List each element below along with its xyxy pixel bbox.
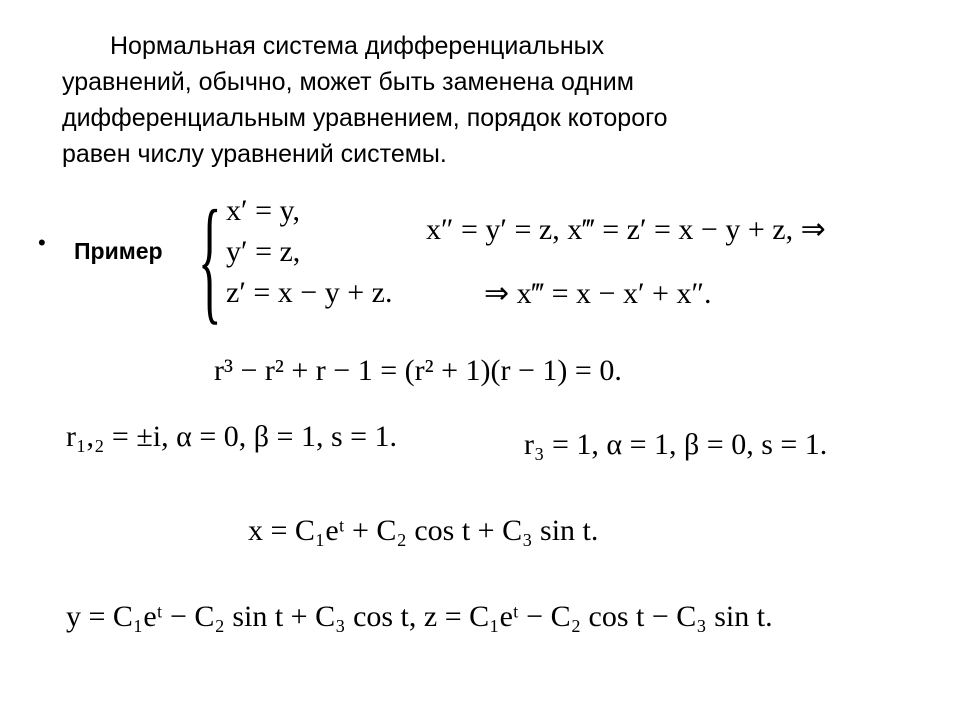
intro-paragraph [62, 28, 922, 172]
solution-x: x = C₁eᵗ + C₂ cos t + C₃ sin t. [248, 514, 599, 547]
solution-y-z: y = C₁eᵗ − C₂ sin t + C₃ cos t, z = C₁eᵗ − C₂ cos t − C₃ sin t. [66, 600, 773, 633]
intro-line-3: дифференциальным уравнением, порядок которого [62, 104, 668, 132]
system-eq-1: x′ = y, [226, 194, 301, 227]
example-label: Пример [74, 238, 163, 264]
system-eq-2: y′ = z, [226, 235, 301, 268]
roots-first: r₁,₂ = ±i, α = 0, β = 1, s = 1. [66, 420, 398, 453]
derivation-line-2: ⇒ x‴ = x − x′ + x″. [484, 277, 712, 310]
system-brace: { [198, 182, 222, 337]
characteristic-equation: r³ − r² + r − 1 = (r² + 1)(r − 1) = 0. [214, 354, 622, 387]
intro-line-1: Нормальная система дифференциальных [110, 32, 605, 60]
roots-second: r₃ = 1, α = 1, β = 0, s = 1. [524, 428, 828, 461]
derivation-line-1: x″ = y′ = z, x‴ = z′ = x − y + z, ⇒ [426, 213, 826, 246]
intro-line-2: уравнений, обычно, может быть заменена одним [62, 68, 634, 96]
system-eq-3: z′ = x − y + z. [226, 276, 393, 309]
intro-line-4: равен числу уравнений системы. [62, 140, 447, 168]
bullet-marker: • [38, 230, 46, 255]
